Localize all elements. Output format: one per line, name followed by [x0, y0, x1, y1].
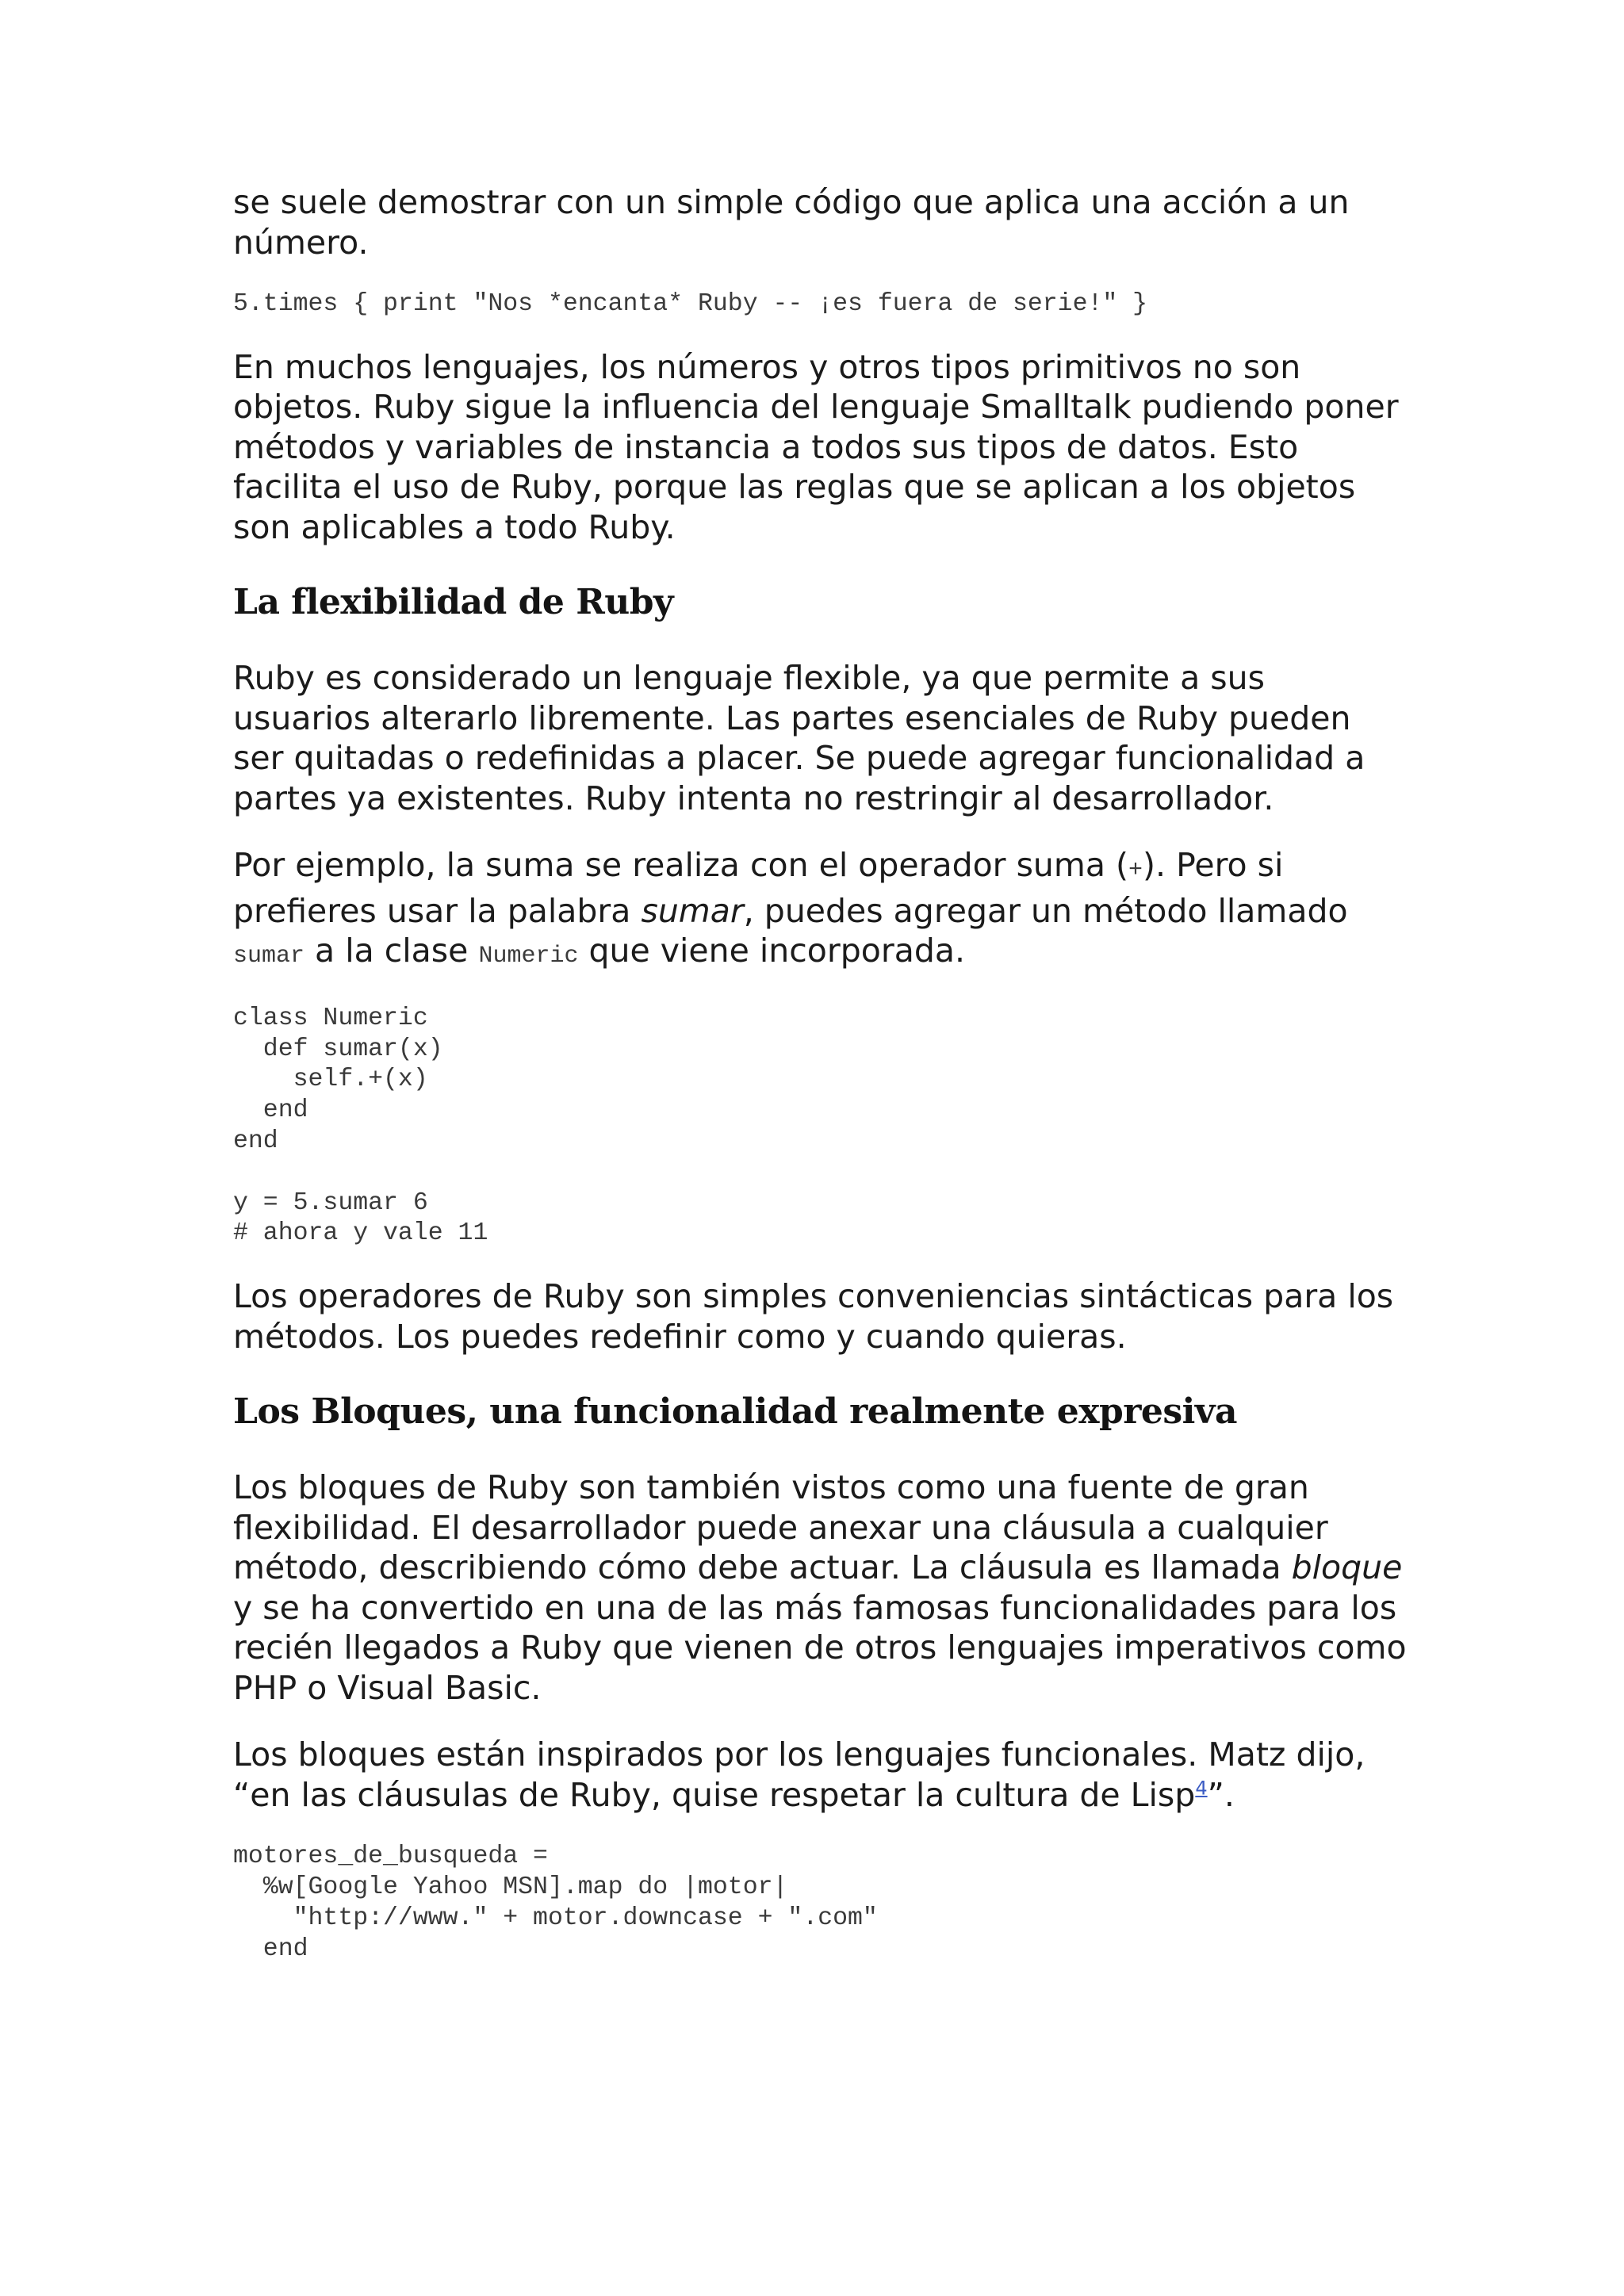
inline-code-plus: + [1128, 857, 1143, 885]
heading-blocks: Los Bloques, una funcionalidad realmente expresiva [233, 1391, 1237, 1433]
paragraph-lisp [233, 1735, 1407, 1815]
text-run: Los bloques de Ruby son también vistos como una fuente de gran flexibilidad. El desarrollador puede anexar una cláusula a cualquier método, describiendo cómo debe actuar. La cláusula es llamada [233, 1468, 1328, 1587]
emphasis-sumar: sumar [641, 891, 744, 930]
paragraph-sumar [233, 845, 1407, 977]
text-run: Por ejemplo, la suma se realiza con el operador suma ( [233, 846, 1129, 885]
text-run: a la clase [304, 932, 479, 970]
inline-code-numeric: Numeric [478, 943, 579, 970]
code-block-search-engines: motores_de_busqueda = %w[Google Yahoo MSN].map do |motor| "http://www." + motor.downcase + ".com" end [233, 1843, 878, 1963]
heading-flexibility: La flexibilidad de Ruby [233, 582, 674, 623]
paragraph-flexible: Ruby es considerado un lenguaje flexible, ya que permite a sus usuarios alterarlo libremente. Las partes esenciales de Ruby pueden ser quitadas o redefinidas a placer. Se puede agregar funcionalidad a partes ya existentes. Ruby intenta no restringir al desarrollador. [233, 659, 1365, 817]
paragraph-intro: se suele demostrar con un simple código que aplica una acción a un número. [233, 183, 1350, 262]
document-page [233, 182, 1407, 1965]
paragraph-primitives: En muchos lenguajes, los números y otros tipos primitivos no son objetos. Ruby sigue la influencia del lenguaje Smalltalk pudiendo poner métodos y variables de instancia a todos sus tipos de datos. Esto facilita el uso de Ruby, porque las reglas que se aplican a los objetos son aplicables a todo Ruby. [233, 347, 1399, 546]
emphasis-bloque: bloque [1291, 1548, 1403, 1587]
code-block-times: 5.times { print "Nos *encanta* Ruby -- ¡es fuera de serie!" } [233, 290, 1148, 318]
text-run: ). Pero si prefieres usar la palabra [233, 846, 1284, 930]
text-run: , puedes agregar un método llamado [743, 891, 1348, 930]
text-run: Los bloques están inspirados por los lenguajes funcionales. Matz dijo, “en las cláusulas de Ruby, quise respetar la cultura de Lisp [233, 1735, 1365, 1814]
text-run: que viene incorporada. [578, 932, 966, 970]
paragraph-operators: Los operadores de Ruby son simples conveniencias sintácticas para los métodos. Los puedes redefinir como y cuando quieras. [233, 1277, 1394, 1356]
paragraph-blocks [233, 1468, 1407, 1708]
text-run: ”. [1207, 1775, 1235, 1814]
footnote-link[interactable]: 4 [1195, 1777, 1208, 1800]
text-run: y se ha convertido en una de las más famosas funcionalidades para los recién llegados a Ruby que vienen de otros lenguajes imperativos como PHP o Visual Basic. [233, 1588, 1407, 1707]
inline-code-sumar: sumar [233, 943, 305, 970]
code-block-numeric: class Numeric def sumar(x) self.+(x) end end y = 5.sumar 6 # ahora y vale 11 [233, 1004, 488, 1248]
